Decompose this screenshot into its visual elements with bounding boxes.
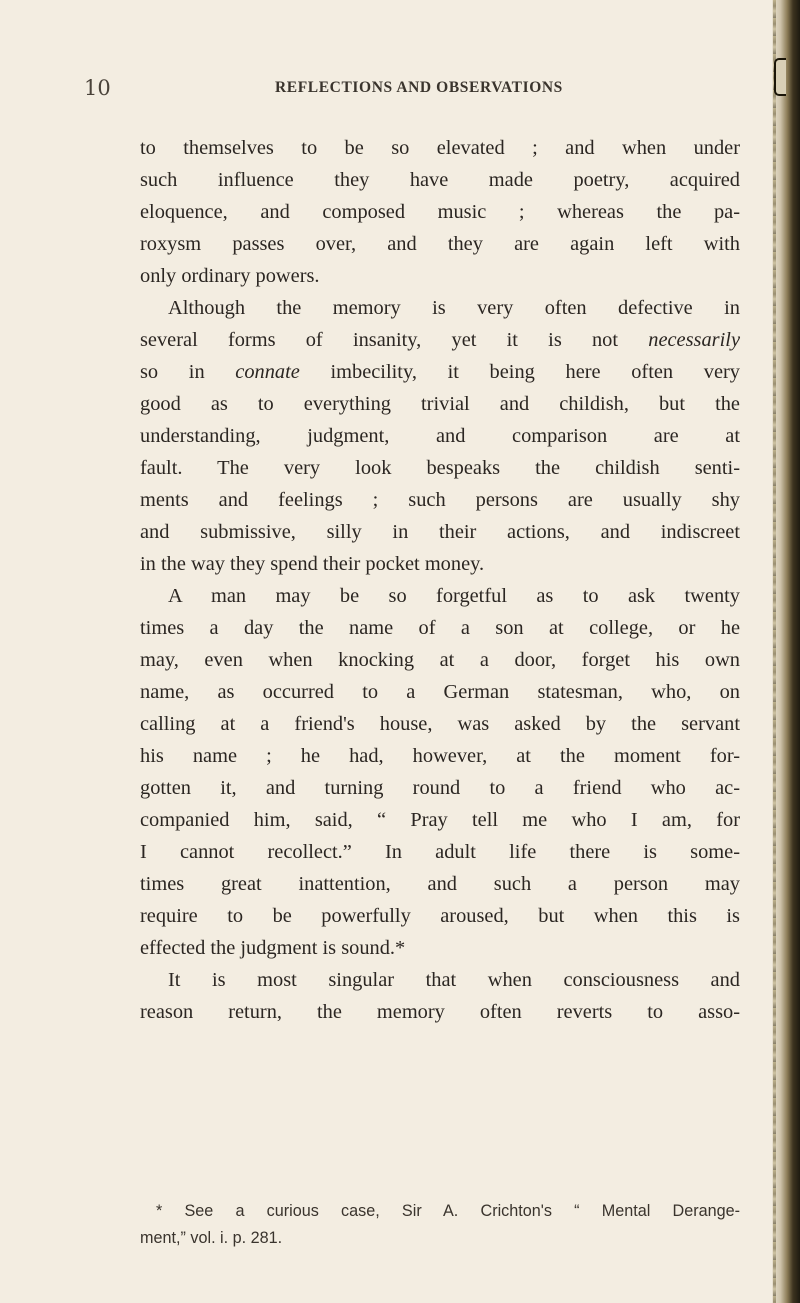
footnote-line: * See a curious case, Sir A. Crichton's “ Mental Derange- <box>156 1202 740 1220</box>
running-head: REFLECTIONS AND OBSERVATIONS <box>275 79 563 96</box>
text-line: eloquence, and composed music ; whereas the pa- <box>140 201 740 223</box>
text-line: so in connate imbecility, it being here often very <box>140 361 740 383</box>
text-line: ments and feelings ; such persons are usually shy <box>140 489 740 511</box>
book-gutter-shadow <box>772 0 800 1303</box>
text-line: I cannot recollect.” In adult life there is some- <box>140 841 740 863</box>
text-line: to themselves to be so elevated ; and when under <box>140 137 740 159</box>
text-line: calling at a friend's house, was asked by the servant <box>140 713 740 735</box>
text-line: effected the judgment is sound.* <box>140 937 406 959</box>
text-line: companied him, said, “ Pray tell me who I am, for <box>140 809 740 831</box>
text-line: only ordinary powers. <box>140 265 320 287</box>
page-edge <box>773 0 776 1303</box>
text-line: good as to everything trivial and childish, but the <box>140 393 740 415</box>
text-line: in the way they spend their pocket money. <box>140 553 485 575</box>
text-line: times great inattention, and such a person may <box>140 873 740 895</box>
text-line: require to be powerfully aroused, but when this is <box>140 905 740 927</box>
text-line: It is most singular that when consciousness and <box>168 969 740 991</box>
text-line: A man may be so forgetful as to ask twenty <box>168 585 740 607</box>
body-text <box>140 132 740 1028</box>
text-line: and submissive, silly in their actions, and indiscreet <box>140 521 740 543</box>
text-line: name, as occurred to a German statesman, who, on <box>140 681 740 703</box>
footnote <box>140 1198 740 1252</box>
text-line: reason return, the memory often reverts to asso- <box>140 1001 740 1023</box>
text-line: understanding, judgment, and comparison are at <box>140 425 740 447</box>
text-line: times a day the name of a son at college, or he <box>140 617 740 639</box>
text-line: several forms of insanity, yet it is not necessarily <box>140 329 740 351</box>
page-number: 10 <box>84 76 111 100</box>
text-line: gotten it, and turning round to a friend who ac- <box>140 777 740 799</box>
text-line: may, even when knocking at a door, forget his own <box>140 649 740 671</box>
text-line: his name ; he had, however, at the moment for- <box>140 745 740 767</box>
text-line: roxysm passes over, and they are again left with <box>140 233 740 255</box>
text-line: fault. The very look bespeaks the childish senti- <box>140 457 740 479</box>
page-header <box>0 72 780 106</box>
text-line: such influence they have made poetry, acquired <box>140 169 740 191</box>
text-line: Although the memory is very often defective in <box>168 297 740 319</box>
footnote-line: ment,” vol. i. p. 281. <box>140 1229 283 1247</box>
